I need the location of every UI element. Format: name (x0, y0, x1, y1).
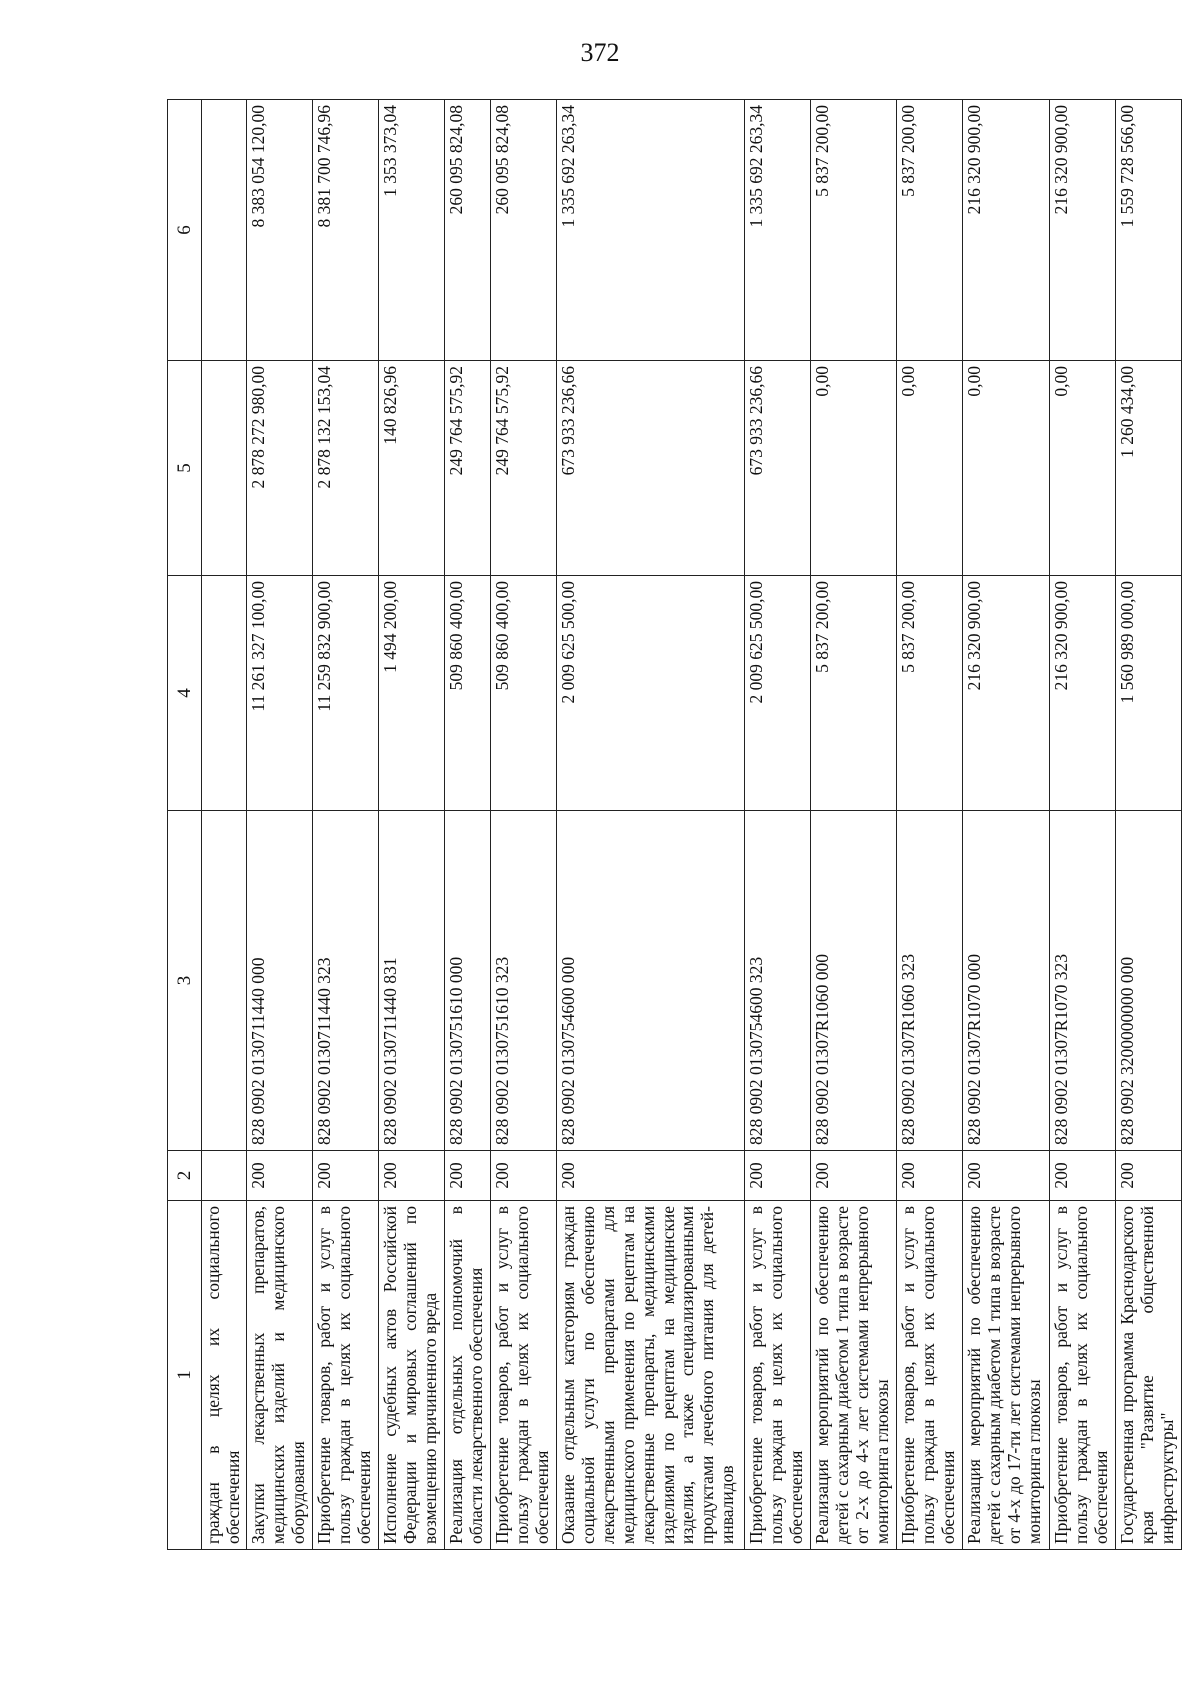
rotated-table-wrapper (167, 100, 1182, 1550)
executed-amount: 1 260 434,00 (1115, 361, 1181, 576)
admin-code: 200 (445, 1151, 491, 1201)
table-row (379, 100, 445, 1550)
approved-amount: 216 320 900,00 (963, 576, 1049, 811)
remaining-amount: 1 335 692 263,34 (744, 100, 810, 361)
remaining-amount: 260 095 824,08 (490, 100, 556, 361)
table-row (744, 100, 810, 1550)
row-description: Реализация мероприятий по обеспечению детей с сахарным диабетом 1 типа в возрасте от 4-х до 17-ти лет системами непрерывного мониторинга глюкозы (963, 1201, 1049, 1550)
row-description: Приобретение товаров, работ и услуг в пользу граждан в целях их социального обеспечения (312, 1201, 378, 1550)
approved-amount: 2 009 625 500,00 (556, 576, 744, 811)
row-description: Реализация отдельных полномочий в области лекарственного обеспечения (445, 1201, 491, 1550)
admin-code: 200 (810, 1151, 896, 1201)
column-header: 2 (168, 1151, 202, 1201)
empty-cell (202, 361, 247, 576)
table-row (963, 100, 1049, 1550)
budget-classification-code: 828 0902 0130754600 323 (744, 811, 810, 1151)
column-number-row (168, 100, 202, 1550)
remaining-amount: 8 383 054 120,00 (246, 100, 312, 361)
executed-amount: 140 826,96 (379, 361, 445, 576)
budget-classification-code: 828 0902 0130711440 831 (379, 811, 445, 1151)
admin-code: 200 (897, 1151, 963, 1201)
approved-amount: 1 494 200,00 (379, 576, 445, 811)
column-header: 5 (168, 361, 202, 576)
executed-amount: 0,00 (963, 361, 1049, 576)
row-description: Приобретение товаров, работ и услуг в пользу граждан в целях их социального обеспечения (490, 1201, 556, 1550)
approved-amount: 11 259 832 900,00 (312, 576, 378, 811)
remaining-amount: 1 353 373,04 (379, 100, 445, 361)
continuation-row (202, 100, 247, 1550)
empty-cell (202, 576, 247, 811)
admin-code: 200 (490, 1151, 556, 1201)
budget-classification-code: 828 0902 3200000000 000 (1115, 811, 1181, 1151)
row-description: Оказание отдельным категориям граждан социальной услуги по обеспечению лекарственными препаратами для медицинского применения по рецептам на лекарственные препараты, медицинскими изделиями по рецептам на медицинские изделия, а также специализированными продуктами лечебного питания для детей-инвалидов (556, 1201, 744, 1550)
table-row (810, 100, 896, 1550)
executed-amount: 2 878 132 153,04 (312, 361, 378, 576)
remaining-amount: 260 095 824,08 (445, 100, 491, 361)
executed-amount: 0,00 (1049, 361, 1115, 576)
row-description: граждан в целях их социального обеспечения (202, 1201, 247, 1550)
table-row (1115, 100, 1181, 1550)
remaining-amount: 1 335 692 263,34 (556, 100, 744, 361)
executed-amount: 249 764 575,92 (445, 361, 491, 576)
table-row (246, 100, 312, 1550)
budget-classification-code: 828 0902 0130754600 000 (556, 811, 744, 1151)
table-row (897, 100, 963, 1550)
admin-code: 200 (1115, 1151, 1181, 1201)
column-header: 4 (168, 576, 202, 811)
budget-classification-code: 828 0902 0130711440 323 (312, 811, 378, 1151)
admin-code: 200 (1049, 1151, 1115, 1201)
admin-code: 200 (246, 1151, 312, 1201)
approved-amount: 216 320 900,00 (1049, 576, 1115, 811)
remaining-amount: 5 837 200,00 (810, 100, 896, 361)
column-header: 3 (168, 811, 202, 1151)
remaining-amount: 1 559 728 566,00 (1115, 100, 1181, 361)
admin-code: 200 (312, 1151, 378, 1201)
admin-code: 200 (963, 1151, 1049, 1201)
approved-amount: 1 560 989 000,00 (1115, 576, 1181, 811)
approved-amount: 509 860 400,00 (490, 576, 556, 811)
admin-code: 200 (744, 1151, 810, 1201)
budget-classification-code: 828 0902 0130751610 323 (490, 811, 556, 1151)
budget-classification-code: 828 0902 01307R1060 323 (897, 811, 963, 1151)
executed-amount: 249 764 575,92 (490, 361, 556, 576)
column-header: 6 (168, 100, 202, 361)
budget-classification-code: 828 0902 01307R1070 000 (963, 811, 1049, 1151)
budget-classification-code: 828 0902 01307R1070 323 (1049, 811, 1115, 1151)
approved-amount: 11 261 327 100,00 (246, 576, 312, 811)
table-row (312, 100, 378, 1550)
remaining-amount: 8 381 700 746,96 (312, 100, 378, 361)
executed-amount: 673 933 236,66 (744, 361, 810, 576)
row-description: Приобретение товаров, работ и услуг в пользу граждан в целях их социального обеспечения (897, 1201, 963, 1550)
approved-amount: 2 009 625 500,00 (744, 576, 810, 811)
remaining-amount: 5 837 200,00 (897, 100, 963, 361)
empty-cell (202, 100, 247, 361)
row-description: Закупки лекарственных препаратов, медицинских изделий и медицинского оборудования (246, 1201, 312, 1550)
executed-amount: 2 878 272 980,00 (246, 361, 312, 576)
remaining-amount: 216 320 900,00 (1049, 100, 1115, 361)
budget-classification-code: 828 0902 0130711440 000 (246, 811, 312, 1151)
page-number: 372 (580, 38, 620, 67)
budget-classification-code: 828 0902 0130751610 000 (445, 811, 491, 1151)
table-row (556, 100, 744, 1550)
empty-cell (202, 811, 247, 1151)
approved-amount: 509 860 400,00 (445, 576, 491, 811)
approved-amount: 5 837 200,00 (897, 576, 963, 811)
row-description: Реализация мероприятий по обеспечению детей с сахарным диабетом 1 типа в возрасте от 2-х до 4-х лет системами непрерывного мониторинга глюкозы (810, 1201, 896, 1550)
table-row (445, 100, 491, 1550)
table-row (1049, 100, 1115, 1550)
row-description: Государственная программа Краснодарского края "Развитие общественной инфраструктуры" (1115, 1201, 1181, 1550)
table-row (490, 100, 556, 1550)
executed-amount: 0,00 (810, 361, 896, 576)
row-description: Приобретение товаров, работ и услуг в пользу граждан в целях их социального обеспечения (1049, 1201, 1115, 1550)
remaining-amount: 216 320 900,00 (963, 100, 1049, 361)
column-header: 1 (168, 1201, 202, 1550)
budget-classification-code: 828 0902 01307R1060 000 (810, 811, 896, 1151)
executed-amount: 673 933 236,66 (556, 361, 744, 576)
empty-cell (202, 1151, 247, 1201)
admin-code: 200 (379, 1151, 445, 1201)
executed-amount: 0,00 (897, 361, 963, 576)
row-description: Исполнение судебных актов Российской Федерации и мировых соглашений по возмещению причиненного вреда (379, 1201, 445, 1550)
row-description: Приобретение товаров, работ и услуг в пользу граждан в целях их социального обеспечения (744, 1201, 810, 1550)
admin-code: 200 (556, 1151, 744, 1201)
approved-amount: 5 837 200,00 (810, 576, 896, 811)
budget-table (167, 99, 1182, 1550)
